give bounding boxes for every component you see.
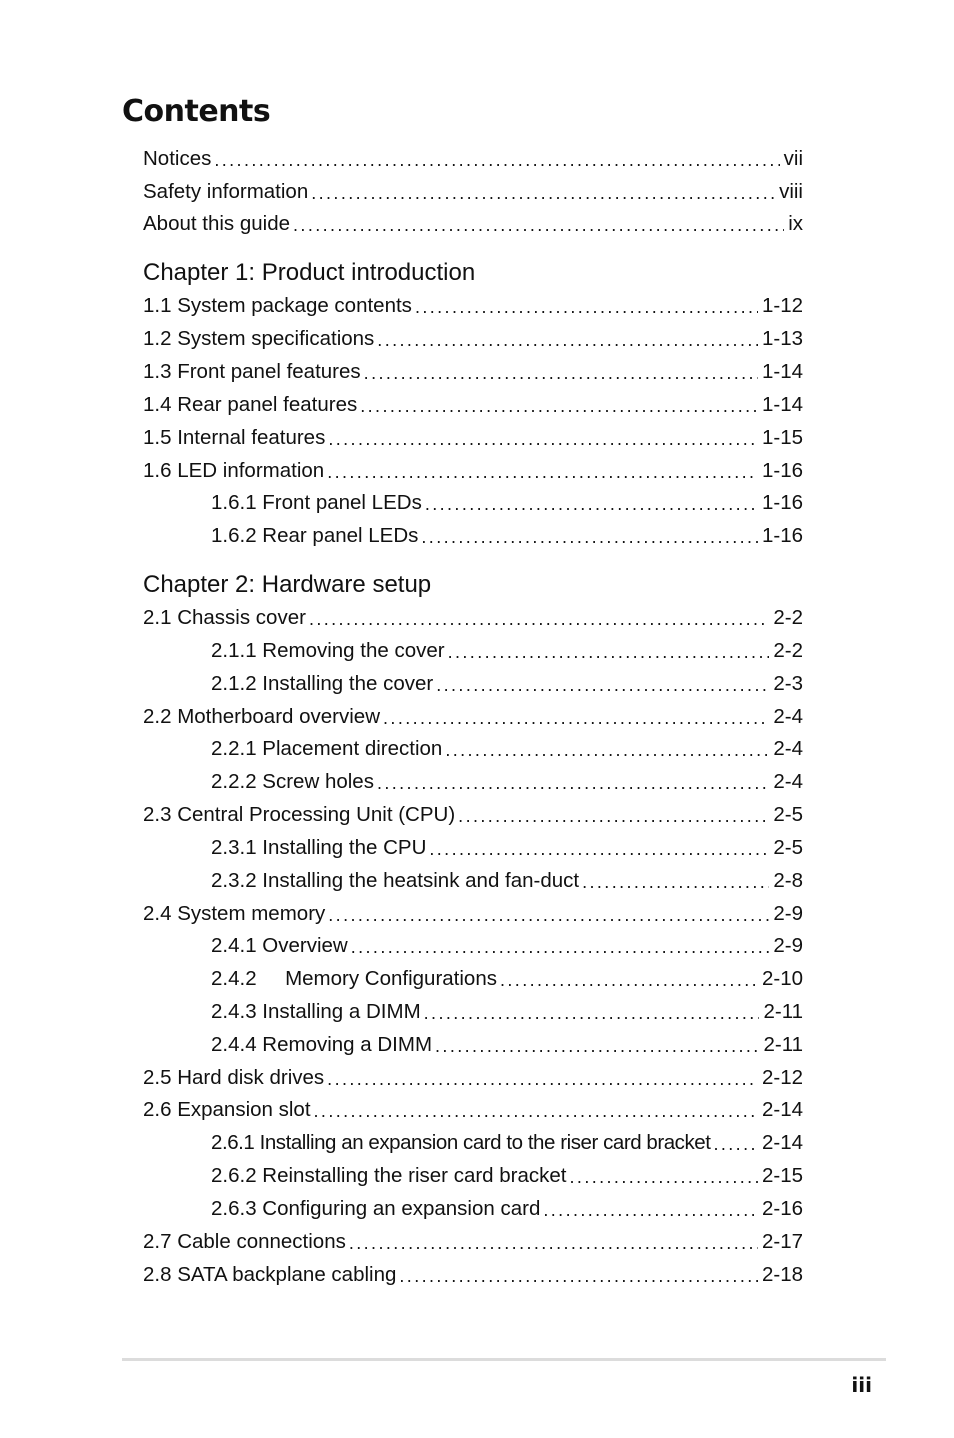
toc-entry-1-2[interactable]: [143, 324, 803, 354]
toc-entry-page: 2-12: [761, 1066, 803, 1089]
toc-entry-label: 2.6.3 Configuring an expansion card: [211, 1197, 541, 1220]
toc-entry-page: 2-16: [761, 1197, 803, 1220]
toc-entry-label: 2.1.2 Installing the cover: [211, 672, 434, 695]
dot-leader: [425, 489, 758, 519]
toc-entry-2-3[interactable]: [143, 800, 803, 830]
dot-leader: [360, 391, 758, 421]
dot-leader: [458, 801, 769, 831]
dot-leader: [582, 867, 769, 897]
toc-entry-2-2-1[interactable]: [211, 734, 803, 764]
toc-entry-page: 2-4: [773, 737, 803, 760]
toc-entry-2-1-2[interactable]: [211, 669, 803, 699]
toc-entry-page: 2-4: [773, 705, 803, 728]
toc-entry-label: 2.3 Central Processing Unit (CPU): [143, 803, 456, 826]
dot-leader: [429, 834, 769, 864]
toc-entry-label: 2.4.1 Overview: [211, 934, 348, 957]
toc-entry-label: 2.4.4 Removing a DIMM: [211, 1033, 433, 1056]
toc-entry-label: 2.3.2 Installing the heatsink and fan-duct: [211, 869, 580, 892]
toc-entry-page: 2-5: [773, 836, 803, 859]
toc-entry-label: Notices: [143, 147, 212, 170]
toc-entry-1-3[interactable]: [143, 357, 803, 387]
chapter-1-heading[interactable]: Chapter 1: Product introduction: [143, 259, 476, 286]
dot-leader: [328, 900, 769, 930]
toc-entry-page: 2-9: [773, 902, 803, 925]
toc-entry-page: 1-16: [761, 491, 803, 514]
toc-entry-2-1-1[interactable]: [211, 636, 803, 666]
toc-entry-label: 2.6.1 Installing an expansion card to the riser card bracket: [211, 1131, 711, 1154]
toc-entry-page: 2-17: [761, 1230, 803, 1253]
dot-leader: [309, 604, 769, 634]
dot-leader: [448, 637, 770, 667]
toc-entry-2-4-4[interactable]: [211, 1030, 803, 1060]
toc-entry-1-6-1[interactable]: [211, 488, 803, 518]
toc-entry-page: 2-2: [773, 606, 803, 629]
toc-entry-label: 2.1.1 Removing the cover: [211, 639, 445, 662]
toc-entry-page: 1-16: [761, 524, 803, 547]
toc-entry-label: 2.2 Motherboard overview: [143, 705, 381, 728]
toc-entry-page: 1-14: [761, 393, 803, 416]
toc-entry-page: 2-9: [773, 934, 803, 957]
toc-entry-page: 2-5: [773, 803, 803, 826]
dot-leader: [383, 703, 769, 733]
toc-entry-2-6-1[interactable]: [211, 1128, 803, 1158]
toc-entry-1-6[interactable]: [143, 456, 803, 486]
toc-entry-page: 1-16: [761, 459, 803, 482]
toc-entry-label: 1.2 System specifications: [143, 327, 375, 350]
toc-entry-2-4-1[interactable]: [211, 931, 803, 961]
toc-entry-2-4-3[interactable]: [211, 997, 803, 1027]
dot-leader: [327, 457, 758, 487]
toc-entry-label: Safety information: [143, 180, 309, 203]
dot-leader: [399, 1261, 758, 1291]
dot-leader: [445, 735, 769, 765]
dot-leader: [327, 1064, 758, 1094]
toc-entry-label: 1.4 Rear panel features: [143, 393, 358, 416]
toc-entry-page: 2-14: [761, 1131, 803, 1154]
toc-entry-label: 1.6 LED information: [143, 459, 325, 482]
dot-leader: [570, 1162, 758, 1192]
toc-entry-2-4-2[interactable]: [211, 964, 803, 994]
toc-entry-2-8[interactable]: [143, 1260, 803, 1290]
toc-entry-page: viii: [779, 180, 803, 203]
toc-entry-2-6[interactable]: [143, 1095, 803, 1125]
toc-entry-2-3-1[interactable]: [211, 833, 803, 863]
toc-entry-label: About this guide: [143, 212, 291, 235]
toc-entry-page: 2-10: [761, 967, 803, 990]
toc-entry-label: 2.8 SATA backplane cabling: [143, 1263, 397, 1286]
toc-entry-label: 2.6 Expansion slot: [143, 1098, 311, 1121]
toc-entry-label: 2.2.1 Placement direction: [211, 737, 443, 760]
toc-entry-page: 2-11: [763, 1033, 803, 1056]
toc-entry-2-2-2[interactable]: [211, 767, 803, 797]
dot-leader: [214, 145, 779, 175]
dot-leader: [311, 178, 775, 208]
toc-entry-2-7[interactable]: [143, 1227, 803, 1257]
toc-entry-page: 2-3: [773, 672, 803, 695]
toc-entry-label: 2.2.2 Screw holes: [211, 770, 374, 793]
toc-entry-page: 2-11: [763, 1000, 803, 1023]
dot-leader: [293, 210, 784, 240]
dot-leader: [364, 358, 758, 388]
toc-entry-label: 2.4.3 Installing a DIMM: [211, 1000, 421, 1023]
toc-entry-label: 1.6.2 Rear panel LEDs: [211, 524, 419, 547]
page-title: Contents: [122, 94, 271, 129]
toc-entry-label: 1.3 Front panel features: [143, 360, 361, 383]
toc-entry-page: 2-14: [761, 1098, 803, 1121]
toc-entry-label: 2.3.1 Installing the CPU: [211, 836, 427, 859]
toc-entry-1-5[interactable]: [143, 423, 803, 453]
toc-entry-page: vii: [783, 147, 803, 170]
toc-entry-page: ix: [788, 212, 803, 235]
toc-entry-about-this-guide[interactable]: [143, 209, 803, 239]
toc-entry-2-6-2[interactable]: [211, 1161, 803, 1191]
toc-entry-page: 1-12: [761, 294, 803, 317]
toc-entry-2-2[interactable]: [143, 702, 803, 732]
dot-leader: [415, 292, 758, 322]
toc-entry-page: 2-8: [773, 869, 803, 892]
toc-entry-2-6-3[interactable]: [211, 1194, 803, 1224]
toc-entry-notices[interactable]: [143, 144, 803, 174]
footer-divider: [122, 1358, 886, 1361]
chapter-2-heading[interactable]: Chapter 2: Hardware setup: [143, 571, 432, 598]
dot-leader: [351, 932, 770, 962]
toc-entry-page: 2-2: [773, 639, 803, 662]
toc-entry-1-6-2[interactable]: [211, 521, 803, 551]
toc-entry-1-1[interactable]: [143, 291, 803, 321]
toc-entry-safety-information[interactable]: [143, 177, 803, 207]
toc-entry-label: 1.6.1 Front panel LEDs: [211, 491, 422, 514]
toc-entry-page: 2-18: [761, 1263, 803, 1286]
toc-entry-page: 2-15: [761, 1164, 803, 1187]
toc-entry-label: 2.6.2 Reinstalling the riser card bracket: [211, 1164, 567, 1187]
dot-leader: [436, 670, 769, 700]
dot-leader: [349, 1228, 758, 1258]
toc-entry-label: 2.1 Chassis cover: [143, 606, 306, 629]
toc-entry-label: 2.4 System memory: [143, 902, 326, 925]
dot-leader: [713, 1129, 758, 1159]
toc-entry-label: 1.1 System package contents: [143, 294, 412, 317]
toc-entry-2-3-2[interactable]: [211, 866, 803, 896]
toc-entry-2-4[interactable]: [143, 899, 803, 929]
toc-entry-label: 2.4.2 Memory Configurations: [211, 967, 497, 990]
dot-leader: [421, 522, 758, 552]
dot-leader: [435, 1031, 759, 1061]
dot-leader: [314, 1096, 758, 1126]
page-number: iii: [851, 1373, 872, 1397]
toc-entry-2-1[interactable]: [143, 603, 803, 633]
toc-entry-2-5[interactable]: [143, 1063, 803, 1093]
toc-entry-page: 1-13: [761, 327, 803, 350]
toc-entry-label: 2.5 Hard disk drives: [143, 1066, 325, 1089]
toc-entry-label: 2.7 Cable connections: [143, 1230, 346, 1253]
toc-entry-page: 1-15: [761, 426, 803, 449]
dot-leader: [377, 768, 769, 798]
dot-leader: [543, 1195, 758, 1225]
toc-entry-page: 2-4: [773, 770, 803, 793]
dot-leader: [377, 325, 758, 355]
dot-leader: [424, 998, 760, 1028]
toc-entry-page: 1-14: [761, 360, 803, 383]
toc-entry-label: 1.5 Internal features: [143, 426, 326, 449]
toc-entry-1-4[interactable]: [143, 390, 803, 420]
dot-leader: [328, 424, 758, 454]
dot-leader: [500, 965, 758, 995]
